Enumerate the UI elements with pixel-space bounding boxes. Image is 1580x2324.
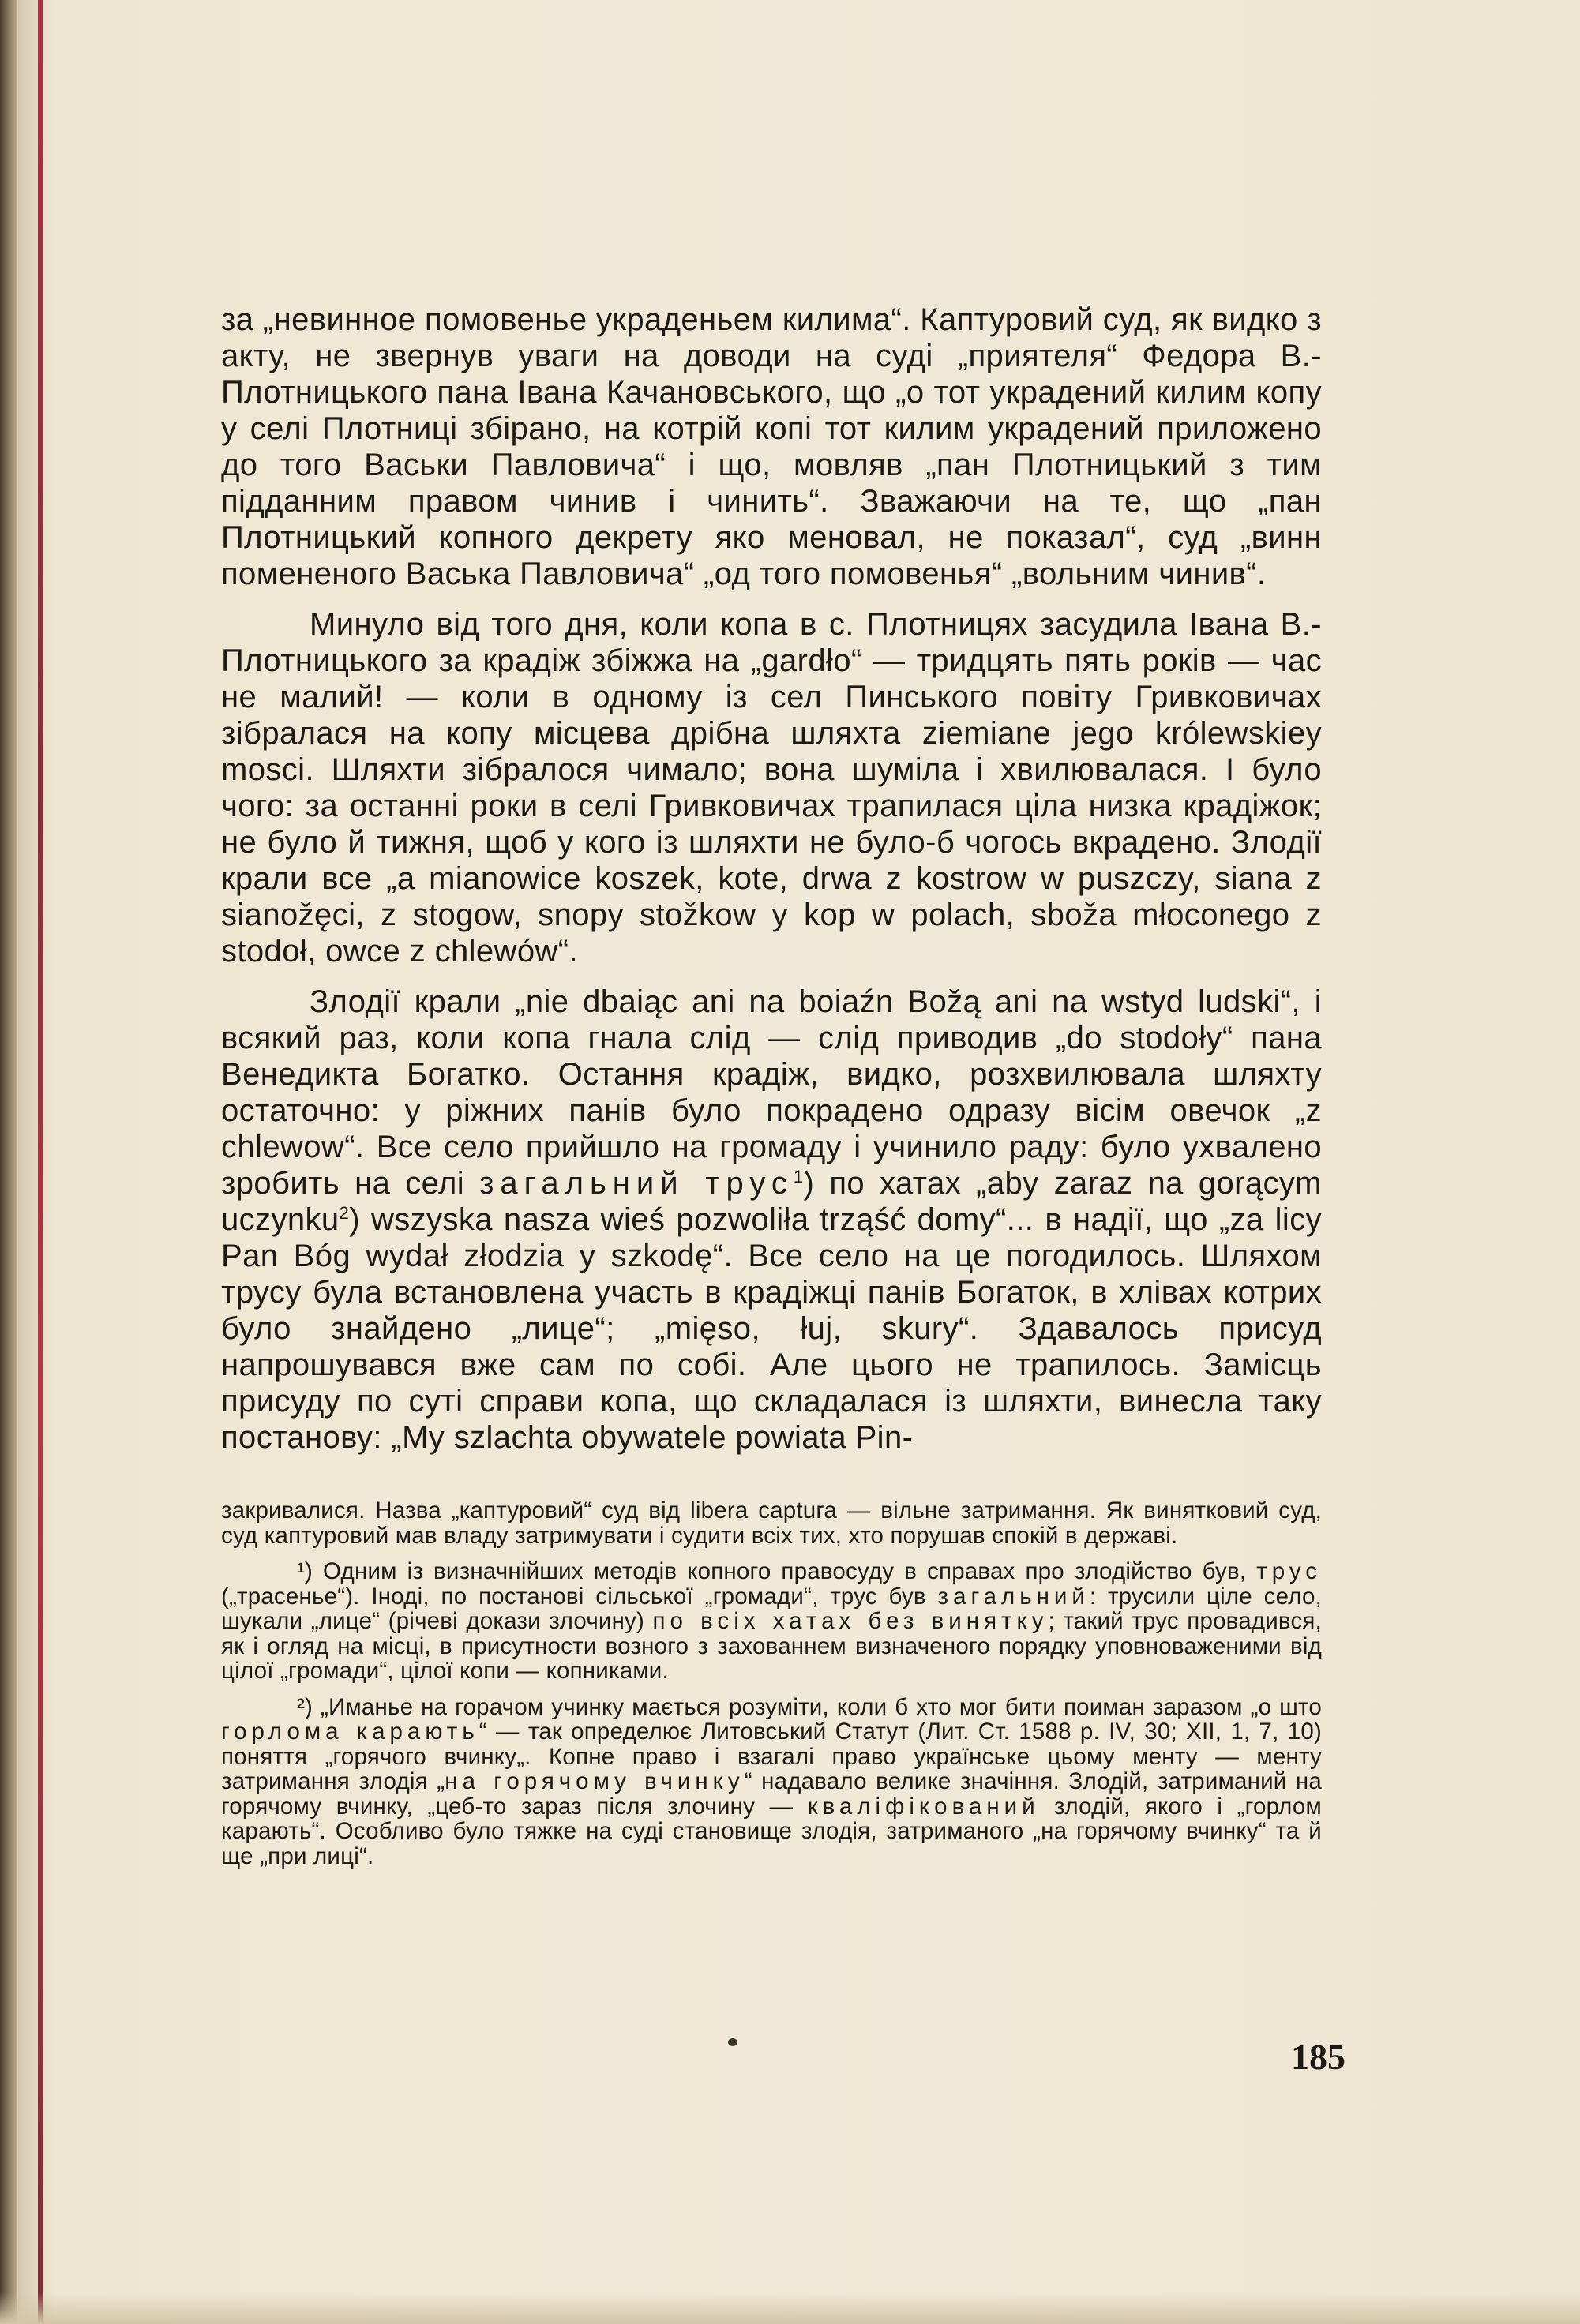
main-text [221, 302, 1322, 1456]
footnote-continuation: закривалися. Назва „каптуровий“ суд від libera captura — вільне затримання. Як винятковий суд, суд каптуровий мав владу затримувати і судити всіх тих, хто порушав спокій в державі. [221, 1497, 1322, 1549]
ink-mark [728, 2038, 737, 2046]
footnote-1-emphasis-2: загальний [937, 1583, 1090, 1610]
paragraph-3-part-c: ) wszyska nasza wieś pozwoliła trząść domy“... в надії, що „za licy Pan Bóg wydał złodzia y szkodę“. Все село на це погодилось. Шляхом трусу була встановлена участь в крадіжці панів Богаток, в хлівах котрих було знайдено „лице“; „mięso, łuj, skury“. Здавалось присуд напрошувався вже сам по собі. Але цього не трапилось. Замісць присуду по суті справи копа, що складалася із шляхти, винесла таку постанову: „My szlachta obywatele powiata Pin- [221, 1202, 1322, 1455]
footnote-1-text-a: ) Одним із визначнійших методів копного правосуду в справах про злодійство був, [305, 1558, 1257, 1584]
footnote-2-emphasis-3: кваліфікований [807, 1793, 1040, 1820]
footnote-2-text-d: злодій, якого і „горлом карають“. Особливо було тяжке на суді становище злодія, затриманого „на горячому вчинку“ та й ще „при лиці“. [221, 1793, 1323, 1869]
emphasis-spaced: загальний трус [479, 1166, 794, 1201]
footnote-2-text-c: “ надавало велике значіння. Злодій, затриманий на горячому вчинку, „цеб-то зараз після злочину — [221, 1768, 1322, 1820]
footnote-2-emphasis-1: горлома карають [221, 1719, 479, 1745]
footnote-1-text-d: ; такий трус провадився, як і огляд на місці, в присутности возного з захованнем визначеного порядку уповноваженими від цілої „громади“, цілої копи — копниками. [221, 1608, 1322, 1684]
footnote-2-text-a: ) „Иманье на горачом учинку мається розуміти, коли б хто мог бити поиман заразом „о што [305, 1693, 1322, 1720]
footnote-1-text-c: : трусили ціле село, шукали „лице“ (річеві докази злочину) [221, 1583, 1322, 1634]
footnote-1-marker: ¹ [297, 1558, 306, 1584]
footnote-ref-2[interactable]: 2 [339, 1203, 350, 1223]
paragraph-3 [221, 984, 1322, 1456]
paragraph-2: Минуло від того дня, коли копа в с. Плотницях засудила Івана В.-Плотницького за крадіж збіжжа на „gardło“ — тридцять пять років — час не малий! — коли в одному із сел Пинського повіту Гривковичах зібралася на копу місцева дрібна шляхта ziemiane jego królewskiey mosci. Шляхти зібралося чимало; вона шуміла і хвилювалася. І було чого: за останні роки в селі Гривковичах трапилася ціла низка крадіжок; не було й тижня, щоб у кого із шляхти не було-б чогось вкрадено. Злодії крали все „a mianowice koszek, kote, drwa z kostrow w puszczy, siana z sianožęci, z stogow, snopy stožkow y kop w polach, sboža młoconego z stodoł, owce z chlewów“. [221, 607, 1322, 969]
page-bottom-edge [0, 2292, 1580, 2324]
paragraph-3-part-a: Злодії крали „nie dbaiąc ani na boiaźn Božą ani na wstyd ludski“, і всякий раз, коли копа гнала слід — слід приводив „do stodoły“ пана Венедикта Богатко. Остання крадіж, видко, розхвилювала шляхту остаточно: у ріжних панів було покрадено одразу вісім овечок „z chlewow“. Все село прийшло на громаду і учинило раду: було ухвалено зробить на селі [221, 984, 1322, 1201]
book-spine [0, 0, 17, 2324]
footnote-2-marker: ² [297, 1693, 306, 1720]
footnote-2-text-b: “ — так определює Литовський Статут (Лит. Ст. 1588 р. IV, 30; XII, 1, 7, 10) поняття „горячого вчинку„. Копне право і взагалі право українське цьому менту — менту затримання злодія „ [221, 1719, 1323, 1794]
footnote-2 [221, 1695, 1322, 1869]
footnote-1-emphasis-1: трус [1256, 1558, 1322, 1584]
page-number: 185 [1291, 2037, 1345, 2077]
footnote-ref-1[interactable]: 1 [793, 1167, 804, 1186]
spine-edge [38, 0, 43, 2324]
footnotes [221, 1498, 1322, 1869]
paragraph-1: за „невинное помовенье украденьем килима“. Каптуровий суд, як видко з акту, не звернув уваги на доводи на суді „приятеля“ Федора В.-Плотницького пана Івана Качановського, що „о тот украдений килим копу у селі Плотниці збірано, на котрій копі тот килим украдений приложено до того Васьки Павловича“ і що, мовляв „пан Плотницький з тим підданним правом чинив і чинить“. Зважаючи на те, що „пан Плотницький копного декрету яко меновал, не показал“, суд „винн помененого Васька Павловича“ „од того помовенья“ „вольним чинив“. [221, 302, 1322, 591]
footnote-1-text-b: („трасенье“). Іноді, по постанові сільської „громади“, трус був [221, 1583, 938, 1610]
footnote-2-emphasis-2: на горячому вчинку [445, 1768, 745, 1794]
footnote-1 [221, 1559, 1322, 1684]
footnote-1-emphasis-3: по всіх хатах без винятку [652, 1608, 1049, 1634]
paragraph-3-part-b: ) по хатах „aby zaraz na gorącym uczynku [221, 1166, 1322, 1237]
